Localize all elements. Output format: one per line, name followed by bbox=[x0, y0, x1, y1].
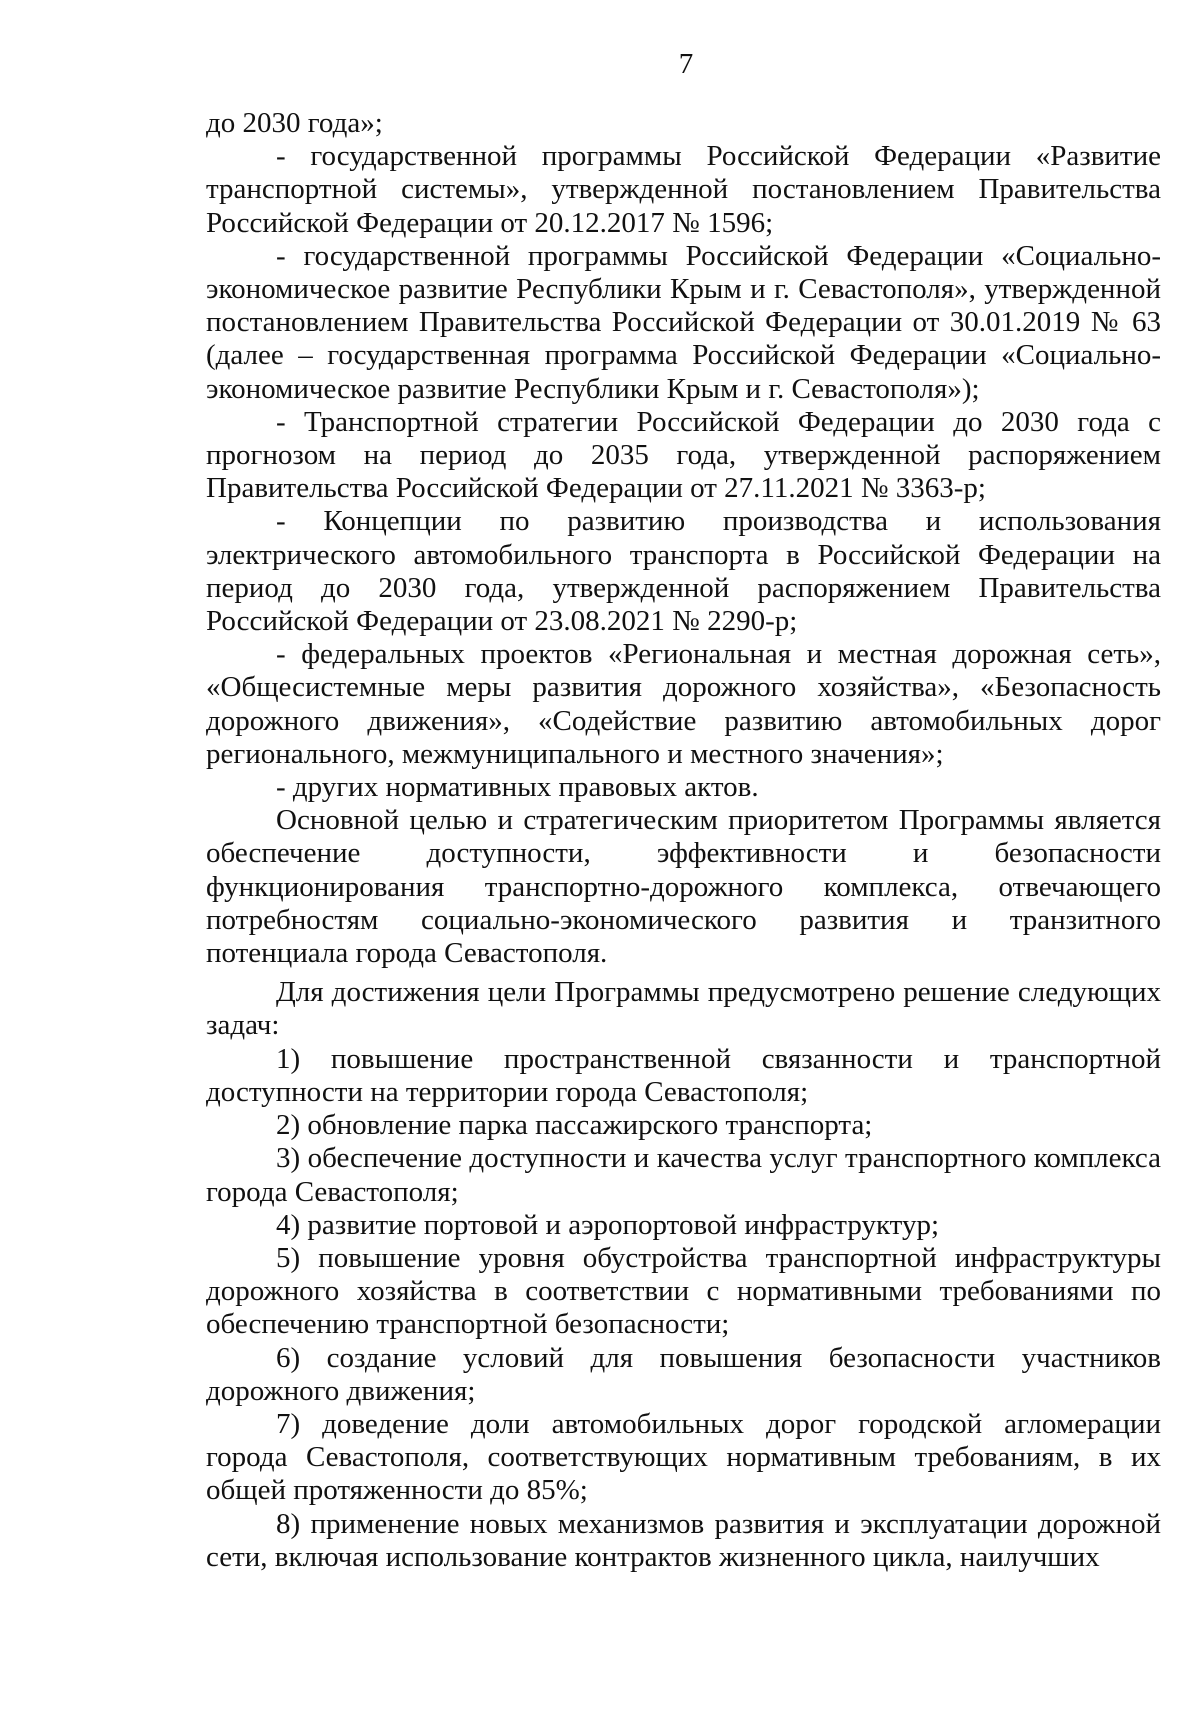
page-number: 7 bbox=[678, 48, 694, 80]
list-item: 4) развитие портовой и аэропортовой инфраструктур; bbox=[276, 1208, 940, 1241]
paragraph: - Транспортной стратегии Российской Федерации до 2030 года с прогнозом на период до 2035 года, утвержденной распоряжением Правительства Российской Федерации от 27.11.2021 № 3363-р; bbox=[206, 405, 1161, 505]
paragraph: - государственной программы Российской Федерации «Социально-экономическое развитие Республики Крым и г. Севастополя», утвержденной постановлением Правительства Российской Федерации от 30.01.2019 № 63 (далее – государственная программа Российской Федерации «Социально-экономическое развитие Республики Крым и г. Севастополя»); bbox=[206, 239, 1161, 405]
paragraph: - федеральных проектов «Региональная и местная дорожная сеть», «Общесистемные меры развития дорожного хозяйства», «Безопасность дорожного движения», «Содействие развитию автомобильных дорог регионального, межмуниципального и местного значения»; bbox=[206, 638, 1161, 770]
document-body bbox=[206, 107, 1161, 1574]
list-item: 1) повышение пространственной связанности и транспортной доступности на территории города Севастополя; bbox=[206, 1042, 1161, 1108]
paragraph: Основной целью и стратегическим приоритетом Программы является обеспечение доступности, эффективности и безопасности функционирования транспортно-дорожного комплекса, отвечающего потребностям социально-экономического развития и транзитного потенциала города Севастополя. bbox=[206, 804, 1161, 970]
paragraph: до 2030 года»; bbox=[206, 107, 383, 139]
paragraph: - государственной программы Российской Федерации «Развитие транспортной системы», утвержденной постановлением Правительства Российской Федерации от 20.12.2017 № 1596; bbox=[206, 140, 1161, 239]
paragraph: - Концепции по развитию производства и использования электрического автомобильного транспорта в Российской Федерации на период до 2030 года, утвержденной распоряжением Правительства Российской Федерации от 23.08.2021 № 2290-р; bbox=[206, 505, 1161, 638]
paragraph: - других нормативных правовых актов. bbox=[276, 771, 759, 804]
list-item: 2) обновление парка пассажирского транспорта; bbox=[276, 1109, 873, 1142]
list-item: 6) создание условий для повышения безопасности участников дорожного движения; bbox=[206, 1341, 1161, 1407]
list-item: 8) применение новых механизмов развития и эксплуатации дорожной сети, включая использование контрактов жизненного цикла, наилучших bbox=[206, 1507, 1161, 1573]
list-item: 5) повышение уровня обустройства транспортной инфраструктуры дорожного хозяйства в соответствии с нормативными требованиями по обеспечению транспортной безопасности; bbox=[206, 1241, 1161, 1341]
list-item: 3) обеспечение доступности и качества услуг транспортного комплекса города Севастополя; bbox=[206, 1142, 1161, 1208]
paragraph: Для достижения цели Программы предусмотрено решение следующих задач: bbox=[206, 976, 1161, 1042]
list-item: 7) доведение доли автомобильных дорог городской агломерации города Севастополя, соответствующих нормативным требованиям, в их общей протяженности до 85%; bbox=[206, 1407, 1161, 1507]
